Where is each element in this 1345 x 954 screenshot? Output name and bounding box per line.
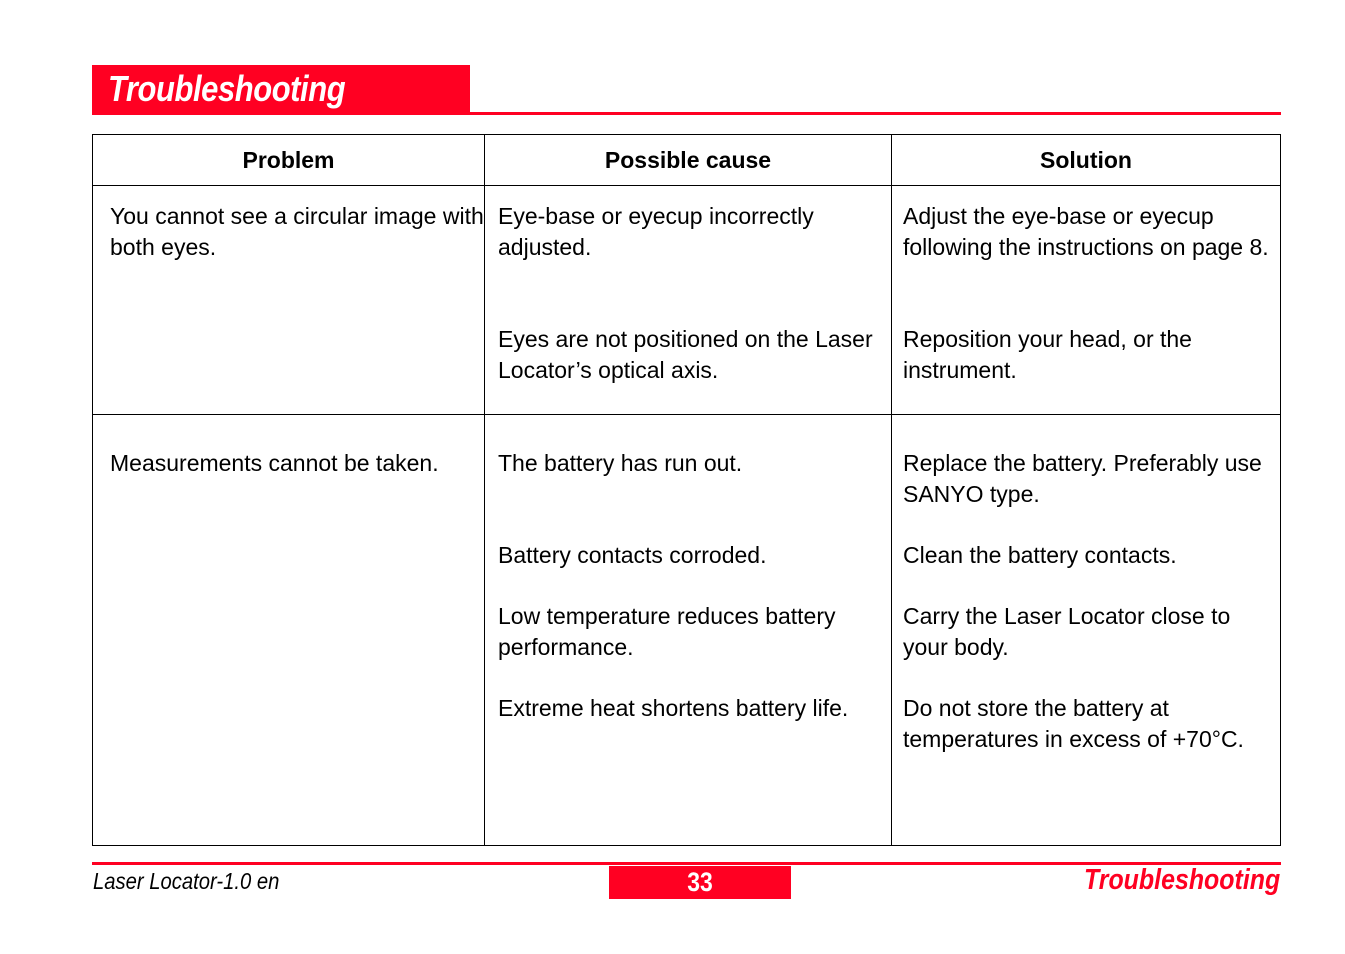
problem-cell	[93, 186, 485, 415]
solution-text: Adjust the eye-base or eyecup following the instructions on page 8.	[903, 203, 1269, 260]
problem-text: You cannot see a circular image with both eyes.	[110, 203, 484, 260]
column-header-possible-cause: Possible cause	[485, 135, 892, 186]
page-title: Troubleshooting	[108, 68, 346, 109]
problem-text: Measurements cannot be taken.	[110, 450, 439, 476]
page-number: 33	[687, 867, 713, 897]
solution-text: Reposition your head, or the instrument.	[903, 326, 1192, 383]
cause-text: Extreme heat shortens battery life.	[498, 695, 849, 721]
troubleshooting-table	[92, 134, 1281, 846]
cause-text: Battery contacts corroded.	[498, 542, 767, 568]
column-header-solution: Solution	[892, 135, 1281, 186]
solution-cell	[892, 186, 1281, 415]
table-row	[93, 186, 1281, 415]
problem-cell	[93, 415, 485, 846]
cause-text: Eyes are not positioned on the Laser Locator’s optical axis.	[498, 326, 873, 383]
cause-text: The battery has run out.	[498, 450, 743, 476]
cause-text: Eye-base or eyecup incorrectly adjusted.	[498, 203, 814, 260]
document-name: Laser Locator-1.0 en	[93, 868, 280, 894]
cause-text: Low temperature reduces battery performance.	[498, 603, 836, 660]
page-number-box	[609, 866, 791, 899]
header-rule	[92, 112, 1281, 115]
solution-text: Do not store the battery at temperatures in excess of +70°C.	[903, 695, 1244, 752]
solution-text: Replace the battery. Preferably use SANYO type.	[903, 450, 1262, 507]
table-row	[93, 415, 1281, 846]
header-bar	[92, 65, 470, 113]
column-header-problem: Problem	[93, 135, 485, 186]
solution-text: Clean the battery contacts.	[903, 542, 1177, 568]
cause-cell	[485, 186, 892, 415]
cause-cell	[485, 415, 892, 846]
footer-section-title: Troubleshooting	[1083, 864, 1280, 896]
table-header-row	[93, 135, 1281, 186]
solution-text: Carry the Laser Locator close to your body.	[903, 603, 1231, 660]
solution-cell	[892, 415, 1281, 846]
